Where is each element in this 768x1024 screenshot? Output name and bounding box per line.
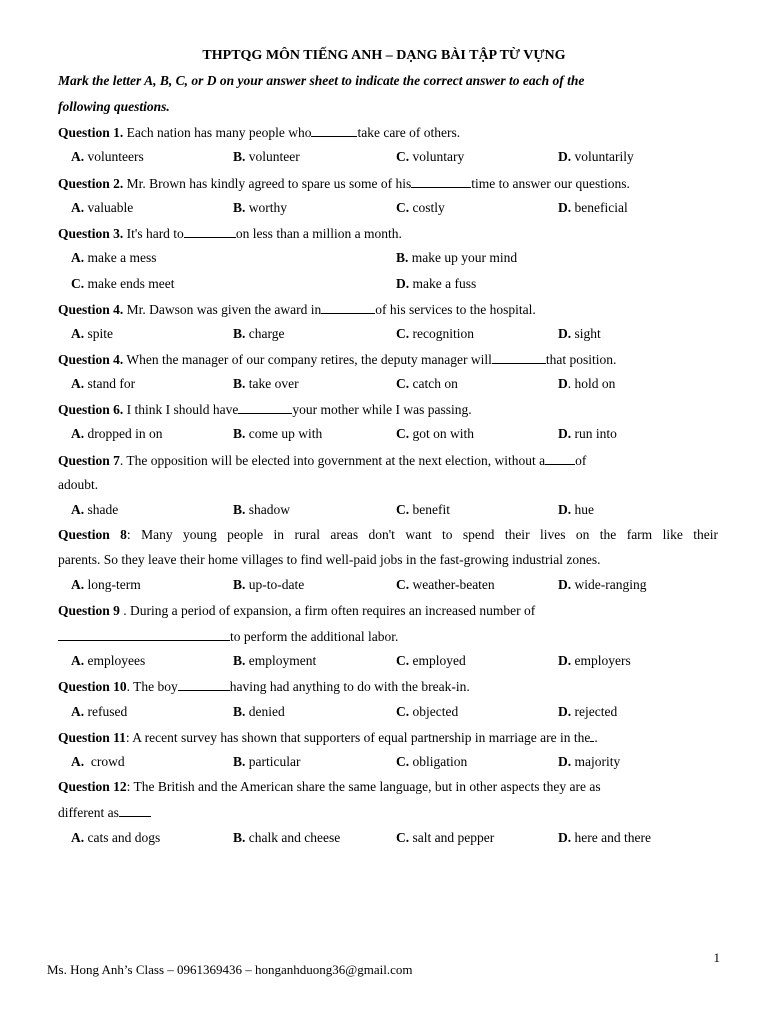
answer-blank	[238, 401, 292, 414]
answer-blank	[545, 452, 575, 465]
footer-contact: Ms. Hong Anh’s Class – 0961369436 – honganhduong36@gmail.com	[47, 962, 413, 977]
option-d: D. here and there	[558, 830, 651, 845]
instruction-line-1: Mark the letter A, B, C, or D on your answer sheet to indicate the correct answer to each of the	[58, 73, 585, 88]
option-b: B. take over	[233, 376, 299, 391]
option-b: B. up-to-date	[233, 577, 305, 592]
question-8-continued: parents. So they leave their home villages to find well-paid jobs in the fast-growing industrial zones.	[58, 552, 601, 567]
question-4: Question 4. Mr. Dawson was given the award in of his services to the hospital.	[58, 302, 536, 317]
option-b: B. charge	[233, 326, 285, 341]
option-b: B. volunteer	[233, 149, 300, 164]
option-b: B. denied	[233, 704, 285, 719]
question-12-continued: different as	[58, 804, 718, 821]
option-b: B. make up your mind	[396, 250, 518, 265]
option-c: C. objected	[396, 704, 459, 719]
question-12: Question 12: The British and the American share the same language, but in other aspects they are as	[58, 779, 601, 794]
option-a: A. long-term	[71, 577, 141, 592]
option-c: C. employed	[396, 653, 466, 668]
question-9: Question 9 . During a period of expansion, a firm often requires an increased number of	[58, 603, 536, 618]
document-title: THPTQG MÔN TIẾNG ANH – DẠNG BÀI TẬP TỪ VỰNG	[202, 48, 566, 63]
option-a: A. make a mess	[71, 250, 157, 265]
option-b: B. particular	[233, 754, 301, 769]
option-a: A. valuable	[71, 200, 134, 215]
option-a: A. employees	[71, 653, 146, 668]
option-c: C. recognition	[396, 326, 474, 341]
option-a: A. shade	[71, 502, 119, 517]
option-a: A. volunteers	[71, 149, 144, 164]
answer-blank	[311, 124, 357, 137]
question-2: Question 2. Mr. Brown has kindly agreed to spare us some of his time to answer our questions.	[58, 176, 630, 191]
answer-blank	[178, 678, 230, 691]
question-5: Question 4. When the manager of our company retires, the deputy manager will that position.	[58, 352, 617, 367]
option-c: C. voluntary	[396, 149, 465, 164]
option-d: D. sight	[558, 326, 601, 341]
option-b: B. employment	[233, 653, 317, 668]
option-d: D. run into	[558, 426, 617, 441]
option-c: C. weather-beaten	[396, 577, 495, 592]
option-d: D. employers	[558, 653, 631, 668]
option-d: D. hue	[558, 502, 594, 517]
option-a: A. cats and dogs	[71, 830, 161, 845]
option-a: A. stand for	[71, 376, 136, 391]
answer-blank	[119, 804, 151, 817]
option-a: A. dropped in on	[71, 426, 163, 441]
answer-blank	[411, 175, 471, 188]
instruction-line-2: following questions.	[58, 99, 170, 114]
option-b: B. come up with	[233, 426, 323, 441]
option-c: C. costly	[396, 200, 445, 215]
answer-blank	[321, 301, 375, 314]
option-c: C. make ends meet	[71, 276, 175, 291]
question-11: Question 11: A recent survey has shown that supporters of equal partnership in marriage are in the .	[58, 730, 598, 745]
question-6: Question 6. I think I should have your mother while I was passing.	[58, 402, 472, 417]
answer-blank	[58, 628, 230, 641]
option-a: A. spite	[71, 326, 113, 341]
question-7: Question 7. The opposition will be elected into government at the next election, without a of	[58, 453, 587, 468]
option-d: D. voluntarily	[558, 149, 634, 164]
question-8: Question 8: Many young people in rural areas don't want to spend their lives on the farm like their	[58, 527, 718, 542]
option-a: A. crowd	[71, 754, 125, 769]
option-d: D. beneficial	[558, 200, 628, 215]
option-d: D. wide-ranging	[558, 577, 647, 592]
option-b: B. worthy	[233, 200, 288, 215]
option-a: A. refused	[71, 704, 128, 719]
question-7-continued: adoubt.	[58, 477, 99, 492]
option-c: C. salt and pepper	[396, 830, 495, 845]
option-d: D. hold on	[558, 376, 616, 391]
option-c: C. catch on	[396, 376, 458, 391]
option-c: C. got on with	[396, 426, 475, 441]
question-3: Question 3. It's hard to on less than a million a month.	[58, 226, 402, 241]
answer-blank	[492, 351, 546, 364]
option-c: C. benefit	[396, 502, 450, 517]
option-c: C. obligation	[396, 754, 468, 769]
option-b: B. shadow	[233, 502, 291, 517]
question-9-continued: to perform the additional labor.	[58, 628, 718, 645]
answer-blank	[184, 225, 236, 238]
page-number: 1	[713, 950, 720, 965]
option-d: D. make a fuss	[396, 276, 477, 291]
option-d: D. majority	[558, 754, 621, 769]
question-10: Question 10. The boy having had anything to do with the break-in.	[58, 679, 470, 694]
question-1: Question 1. Each nation has many people who take care of others.	[58, 125, 461, 140]
option-d: D. rejected	[558, 704, 618, 719]
option-b: B. chalk and cheese	[233, 830, 341, 845]
